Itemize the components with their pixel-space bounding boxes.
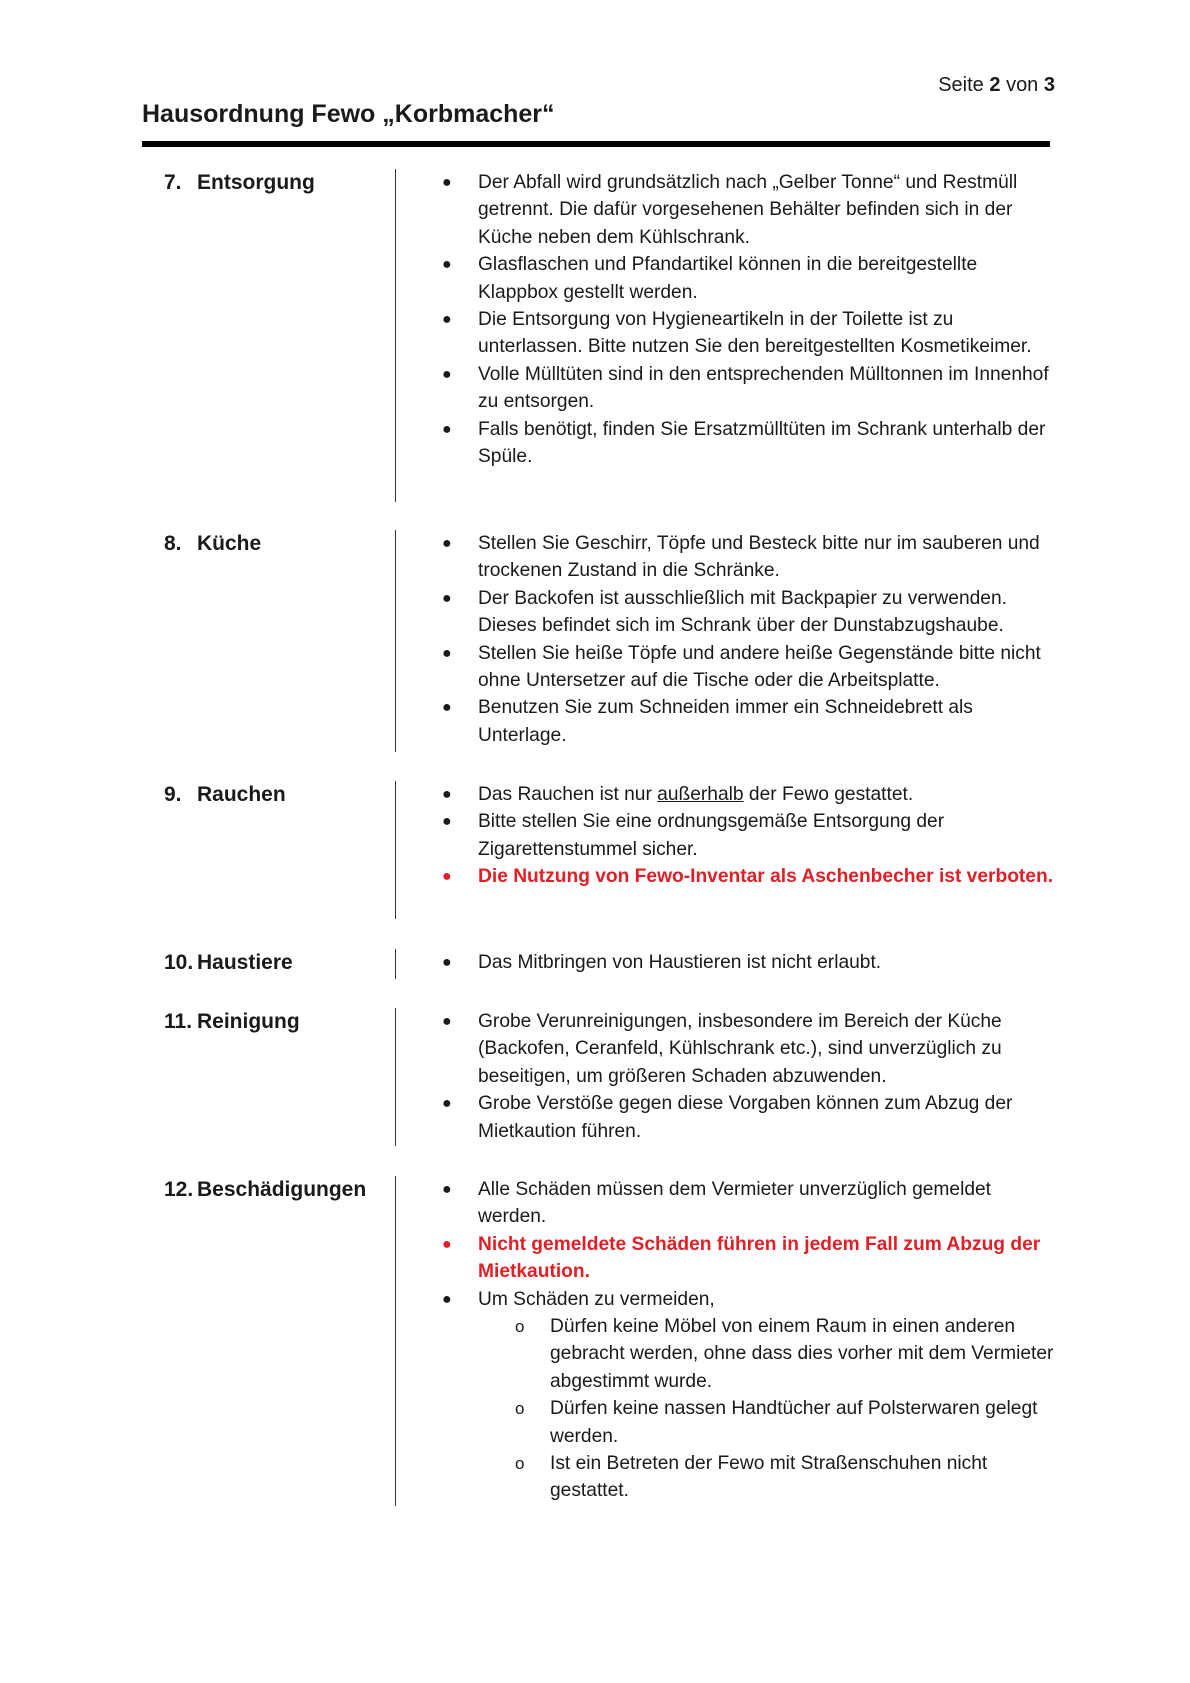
item-text-pre: Das Rauchen ist nur	[478, 784, 658, 805]
bullet-icon: ●	[442, 786, 452, 803]
bullet-icon: ●	[442, 174, 452, 191]
item-text: Benutzen Sie zum Schneiden immer ein Schneidebrett als Unterlage.	[478, 697, 973, 746]
section-divider	[395, 530, 396, 752]
section-divider	[395, 1008, 396, 1146]
list-item	[442, 781, 1058, 808]
list-item	[442, 251, 1058, 306]
bullet-icon: ●	[442, 954, 452, 971]
rule-list	[442, 1008, 1058, 1145]
rule-list	[442, 169, 1058, 470]
sub-item-text: Dürfen keine Möbel von einem Raum in einen anderen gebracht werden, ohne dass dies vorher mit dem Vermieter abgestimmt wurde.	[550, 1316, 1054, 1392]
bullet-icon: ●	[442, 365, 452, 383]
rule-list	[442, 781, 1058, 891]
bullet-icon: ●	[442, 699, 452, 717]
circle-bullet-icon: o	[515, 1399, 525, 1419]
bullet-icon: ●	[442, 1181, 452, 1198]
rule-list	[442, 949, 1058, 976]
item-text: Grobe Verstöße gegen diese Vorgaben können zum Abzug der Mietkaution führen.	[478, 1093, 1013, 1142]
section-divider	[395, 1176, 396, 1506]
item-text: Volle Mülltüten sind in den entsprechenden Mülltonnen im Innenhof zu entsorgen.	[478, 363, 1049, 413]
section-title: Haustiere	[197, 951, 293, 974]
bullet-icon: ●	[442, 1235, 452, 1253]
list-item	[442, 169, 1058, 251]
item-text: Falls benötigt, finden Sie Ersatzmülltüten im Schrank unterhalb der Spüle.	[478, 418, 1046, 468]
bullet-icon: ●	[442, 644, 452, 662]
list-item	[442, 1176, 1058, 1231]
sub-list-item	[478, 1313, 1058, 1395]
bullet-icon: ●	[442, 813, 452, 831]
bullet-icon: ●	[442, 420, 452, 438]
circle-bullet-icon: o	[515, 1454, 525, 1474]
warning-item	[442, 1231, 1058, 1286]
section-title: Küche	[197, 532, 262, 555]
item-text: Das Mitbringen von Haustieren ist nicht erlaubt.	[478, 952, 882, 973]
rule-list	[442, 1176, 1058, 1505]
item-text: Stellen Sie Geschirr, Töpfe und Besteck bitte nur im sauberen und trockenen Zustand in die Schränke.	[478, 533, 1040, 582]
bullet-icon: ●	[442, 1290, 452, 1308]
list-item	[442, 694, 1058, 749]
bullet-icon: ●	[442, 535, 452, 552]
section-number: 12.	[164, 1178, 194, 1201]
list-item	[442, 1286, 1058, 1505]
sub-list-item	[478, 1395, 1058, 1450]
list-item	[442, 361, 1058, 416]
page-label: Seite	[938, 74, 984, 96]
rule-list	[442, 530, 1058, 749]
section-number: 11.	[164, 1010, 193, 1033]
bullet-icon: ●	[442, 1013, 452, 1030]
item-text: Glasflaschen und Pfandartikel können in die bereitgestellte Klappbox gestellt werden.	[478, 254, 978, 303]
item-text-underlined: außerhalb	[657, 784, 744, 805]
section-divider	[395, 949, 396, 979]
item-text: Die Entsorgung von Hygieneartikeln in der Toilette ist zu unterlassen. Bitte nutzen Sie den bereitgestellten Kosmetikeimer.	[478, 309, 1032, 358]
item-text: Um Schäden zu vermeiden,	[478, 1288, 715, 1310]
bullet-icon: ●	[442, 1095, 452, 1113]
section-title: Reinigung	[197, 1010, 300, 1033]
list-item	[442, 949, 1058, 976]
warning-item	[442, 863, 1058, 890]
page-total: 3	[1043, 74, 1055, 96]
section-title: Beschädigungen	[197, 1178, 367, 1201]
list-item	[442, 1008, 1058, 1090]
section-divider	[395, 169, 396, 502]
header-rule	[142, 141, 1050, 147]
bullet-icon: ●	[442, 256, 452, 274]
sub-item-text: Ist ein Betreten der Fewo mit Straßenschuhen nicht gestattet.	[550, 1453, 988, 1502]
warning-text: Die Nutzung von Fewo-Inventar als Aschenbecher ist verboten.	[478, 866, 1054, 888]
document-title: Hausordnung Fewo „Korbmacher“	[142, 100, 555, 128]
section-number: 9.	[164, 783, 182, 806]
section-number: 8.	[164, 532, 182, 555]
list-item	[442, 640, 1058, 695]
section-divider	[395, 781, 396, 919]
bullet-icon: ●	[442, 311, 452, 329]
warning-text: Nicht gemeldete Schäden führen in jedem Fall zum Abzug der Mietkaution.	[478, 1233, 1041, 1283]
page-of: von	[1006, 74, 1039, 96]
sub-list-item	[478, 1450, 1058, 1505]
list-item	[442, 585, 1058, 640]
section-number: 10.	[164, 951, 194, 974]
page-number	[938, 74, 1055, 97]
page-current: 2	[989, 74, 1001, 96]
list-item	[442, 306, 1058, 361]
item-text: Stellen Sie heiße Töpfe und andere heiße Gegenstände bitte nicht ohne Untersetzer auf die Tische oder die Arbeitsplatte.	[478, 642, 1041, 692]
item-text-post: der Fewo gestattet.	[743, 784, 914, 805]
section-number: 7.	[164, 171, 182, 194]
list-item	[442, 808, 1058, 863]
list-item	[442, 530, 1058, 585]
item-text: Der Abfall wird grundsätzlich nach „Gelber Tonne“ und Restmüll getrennt. Die dafür vorgesehenen Behälter befinden sich in der Küche neben dem Kühlschrank.	[478, 172, 1018, 248]
section-title: Rauchen	[197, 783, 286, 806]
section-title: Entsorgung	[197, 171, 315, 194]
list-item	[442, 1090, 1058, 1145]
item-text: Bitte stellen Sie eine ordnungsgemäße Entsorgung der Zigarettenstummel sicher.	[478, 811, 945, 860]
item-text: Der Backofen ist ausschließlich mit Backpapier zu verwenden. Dieses befindet sich im Schrank über der Dunstabzugshaube.	[478, 587, 1007, 637]
bullet-icon: ●	[442, 868, 452, 886]
sub-item-text: Dürfen keine nassen Handtücher auf Polsterwaren gelegt werden.	[550, 1398, 1038, 1447]
item-text: Grobe Verunreinigungen, insbesondere im Bereich der Küche (Backofen, Ceranfeld, Kühlschrank etc.), sind unverzüglich zu beseitigen, um größeren Schaden abzuwenden.	[478, 1011, 1002, 1087]
sub-list	[478, 1313, 1058, 1505]
item-text: Alle Schäden müssen dem Vermieter unverzüglich gemeldet werden.	[478, 1179, 992, 1228]
bullet-icon: ●	[442, 589, 452, 607]
list-item	[442, 416, 1058, 471]
circle-bullet-icon: o	[515, 1317, 525, 1337]
